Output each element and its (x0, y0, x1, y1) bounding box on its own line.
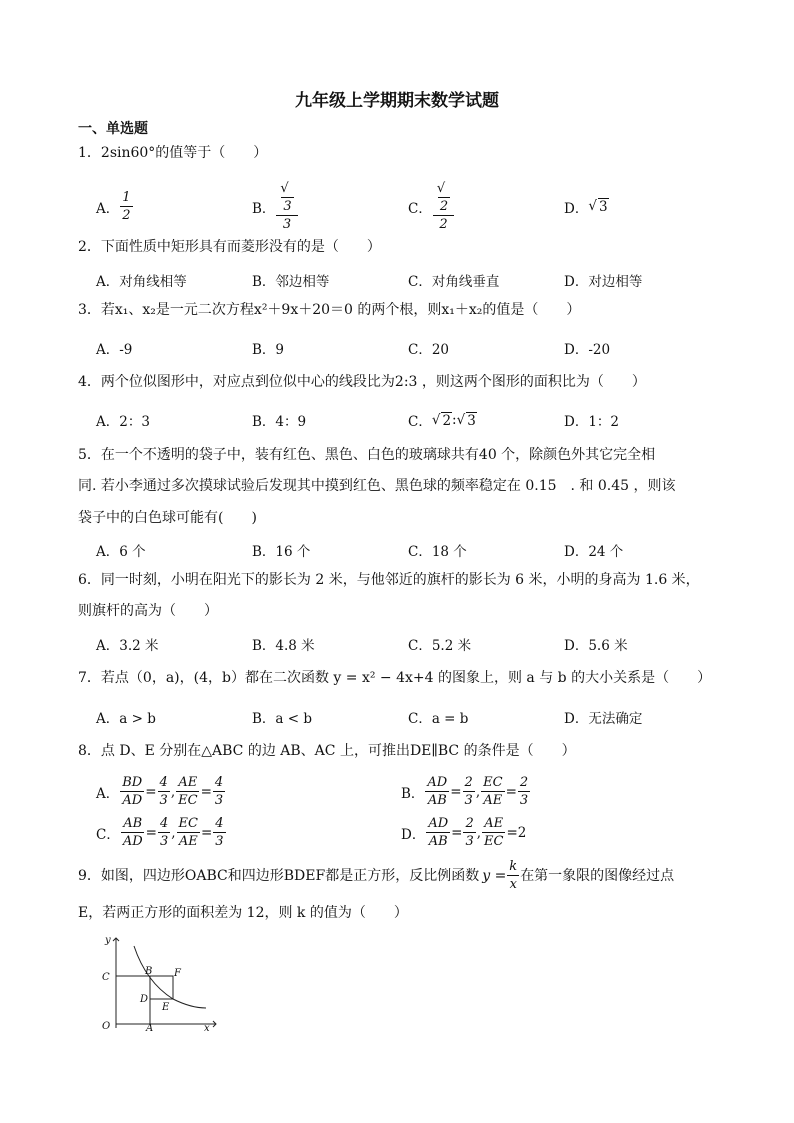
sqrt-value: √ 3 (588, 198, 608, 215)
question-8-options-row-1 (96, 774, 736, 809)
fraction: √ 2 2 (433, 180, 454, 233)
fraction: $\frac{AE}{EC}$ (484, 816, 504, 849)
fraction: $\frac{2}{3}$ (465, 816, 474, 849)
fraction: √ 3 3 (276, 180, 297, 233)
option-d[interactable]: D． $\frac{AD}{AB}$ = $\frac{2}{3}$ , $\frac{AE}{EC}$ = 2 (401, 816, 527, 849)
point-b-label: B (145, 966, 153, 977)
fraction: $\frac{2}{3}$ (464, 775, 473, 808)
fraction: $\frac{4}{3}$ (159, 775, 168, 808)
option-a[interactable]: A．-9 (96, 342, 133, 358)
option-d[interactable]: D．无法确定 (564, 711, 643, 727)
option-c[interactable]: C． √ 2 : √ 3 (408, 411, 476, 430)
fraction: $\frac{k}{x}$ (509, 859, 518, 892)
question-1-stem: 1．2sin60°的值等于（ ） (78, 145, 268, 161)
question-7-stem: 7．若点（0，a)，(4，b）都在二次函数 y = x² − 4x+4 的图象上，则 a 与 b 的大小关系是（ ） (78, 670, 712, 686)
option-d[interactable]: D．对边相等 (564, 274, 643, 290)
point-c-label: C (102, 972, 110, 983)
option-a[interactable]: A．2：3 (96, 414, 150, 430)
option-a[interactable]: A． $\frac{1}{2}$ (96, 190, 131, 223)
option-a[interactable]: A．3.2 米 (96, 638, 159, 654)
point-a-label: A (146, 1023, 154, 1032)
question-3-stem: 3．若x₁、x₂是一元二次方程x²＋9x＋20＝0 的两个根，则x₁＋x₂的值是（ ） (78, 302, 581, 318)
question-8-options-row-2 (96, 815, 736, 850)
fraction: $\frac{AD}{AB}$ (428, 816, 449, 849)
point-e-label: E (162, 1002, 170, 1013)
option-d[interactable]: D． √ 3 (564, 198, 608, 217)
question-5-options (96, 540, 736, 560)
question-2-options (96, 270, 736, 290)
option-c[interactable]: C． √ 2 2 (408, 180, 564, 233)
question-5-line-1: 5．在一个不透明的袋子中，装有红色、黑色、白色的玻璃球共有40 个，除颜色外其它完全相 (78, 447, 656, 463)
square-hyperbola-figure (96, 932, 226, 1032)
option-b[interactable]: B． √ 3 3 (252, 180, 408, 233)
option-a[interactable]: A．对角线相等 (96, 274, 187, 290)
y-axis-label: y (105, 935, 111, 946)
option-c[interactable]: C．对角线垂直 (408, 274, 500, 290)
option-b[interactable]: B． $\frac{AD}{AB}$ = $\frac{2}{3}$ , $\frac{EC}{AE}$ = $\frac{2}{3}$ (401, 775, 529, 808)
option-c[interactable]: C．5.2 米 (408, 638, 472, 654)
option-c[interactable]: C．a = b (408, 711, 469, 727)
question-6-line-1: 6．同一时刻，小明在阳光下的影长为 2 米，与他邻近的旗杆的影长为 6 米，小明的身高为 1.6 米， (78, 572, 700, 588)
option-a[interactable]: A．6 个 (96, 544, 146, 560)
fraction: $\frac{EC}{AE}$ (178, 816, 198, 849)
fraction: $\frac{AE}{EC}$ (178, 775, 198, 808)
question-2-stem: 2．下面性质中矩形具有而菱形没有的是（ ） (78, 239, 381, 255)
fraction: $\frac{AB}{AD}$ (122, 816, 143, 849)
question-6-options (96, 634, 736, 654)
fraction: $\frac{4}{3}$ (159, 816, 169, 849)
point-f-label: F (174, 968, 181, 979)
question-5-line-3: 袋子中的白色球可能有( ) (78, 510, 257, 526)
option-b[interactable]: B．邻边相等 (252, 274, 330, 290)
option-c[interactable]: C．20 (408, 342, 450, 358)
question-5-line-2: 同. 若小李通过多次摸球试验后发现其中摸到红色、黑色球的频率稳定在 0.15 . 和 0.45 ，则该 (78, 478, 676, 494)
sqrt-value: √ 3 (456, 411, 476, 429)
option-d[interactable]: D．1：2 (564, 414, 620, 430)
page-title: 九年级上学期期末数学试题 (295, 91, 499, 111)
question-9-line-1: 9．如图，四边形OABC和四边形BDEF都是正方形，反比例函数 y = $\frac{k}{x}$ 在第一象限的图像经过点 (78, 859, 675, 892)
fraction: $\frac{AD}{AB}$ (427, 775, 448, 808)
option-b[interactable]: B．9 (252, 342, 285, 358)
sqrt-value: √ 2 (431, 411, 452, 429)
fraction: $\frac{4}{3}$ (214, 775, 224, 808)
fraction: $\frac{4}{3}$ (215, 816, 224, 849)
option-d[interactable]: D．24 个 (564, 544, 624, 560)
question-8-stem: 8．点 D、E 分别在△ABC 的边 AB、AC 上，可推出DE∥BC 的条件是（ ） (78, 743, 576, 759)
option-b[interactable]: B．4：9 (252, 414, 307, 430)
question-3-options (96, 338, 736, 358)
x-axis-label: x (204, 1023, 210, 1032)
option-a[interactable]: A． $\frac{BD}{AD}$ = $\frac{4}{3}$ , $\frac{AE}{EC}$ = $\frac{4}{3}$ (96, 775, 224, 808)
option-b[interactable]: B．16 个 (252, 544, 311, 560)
option-b[interactable]: B．a < b (252, 711, 313, 727)
option-c[interactable]: C． $\frac{AB}{AD}$ = $\frac{4}{3}$ , $\frac{EC}{AE}$ = $\frac{4}{3}$ (96, 816, 224, 849)
section-heading: 一、单选题 (78, 121, 148, 137)
option-a[interactable]: A．a > b (96, 711, 156, 727)
fraction: $\frac{BD}{AD}$ (122, 775, 143, 808)
question-7-options (96, 707, 736, 727)
fraction: $\frac{1}{2}$ (122, 190, 131, 223)
question-4-stem: 4．两个位似图形中，对应点到位似中心的线段比为2:3 ，则这两个图形的面积比为（ ） (78, 374, 646, 390)
option-b[interactable]: B．4.8 米 (252, 638, 315, 654)
option-d[interactable]: D．5.6 米 (564, 638, 628, 654)
option-c[interactable]: C．18 个 (408, 544, 467, 560)
fraction: $\frac{EC}{AE}$ (483, 775, 503, 808)
fraction: $\frac{2}{3}$ (519, 775, 529, 808)
question-1-options (96, 180, 736, 233)
option-d[interactable]: D．-20 (564, 342, 611, 358)
point-d-label: D (140, 994, 149, 1005)
origin-label: O (102, 1021, 111, 1032)
question-6-line-2: 则旗杆的高为（ ） (78, 603, 218, 619)
question-4-options (96, 410, 736, 430)
question-9-line-2: E，若两正方形的面积差为 12，则 k 的值为（ ） (78, 905, 408, 921)
